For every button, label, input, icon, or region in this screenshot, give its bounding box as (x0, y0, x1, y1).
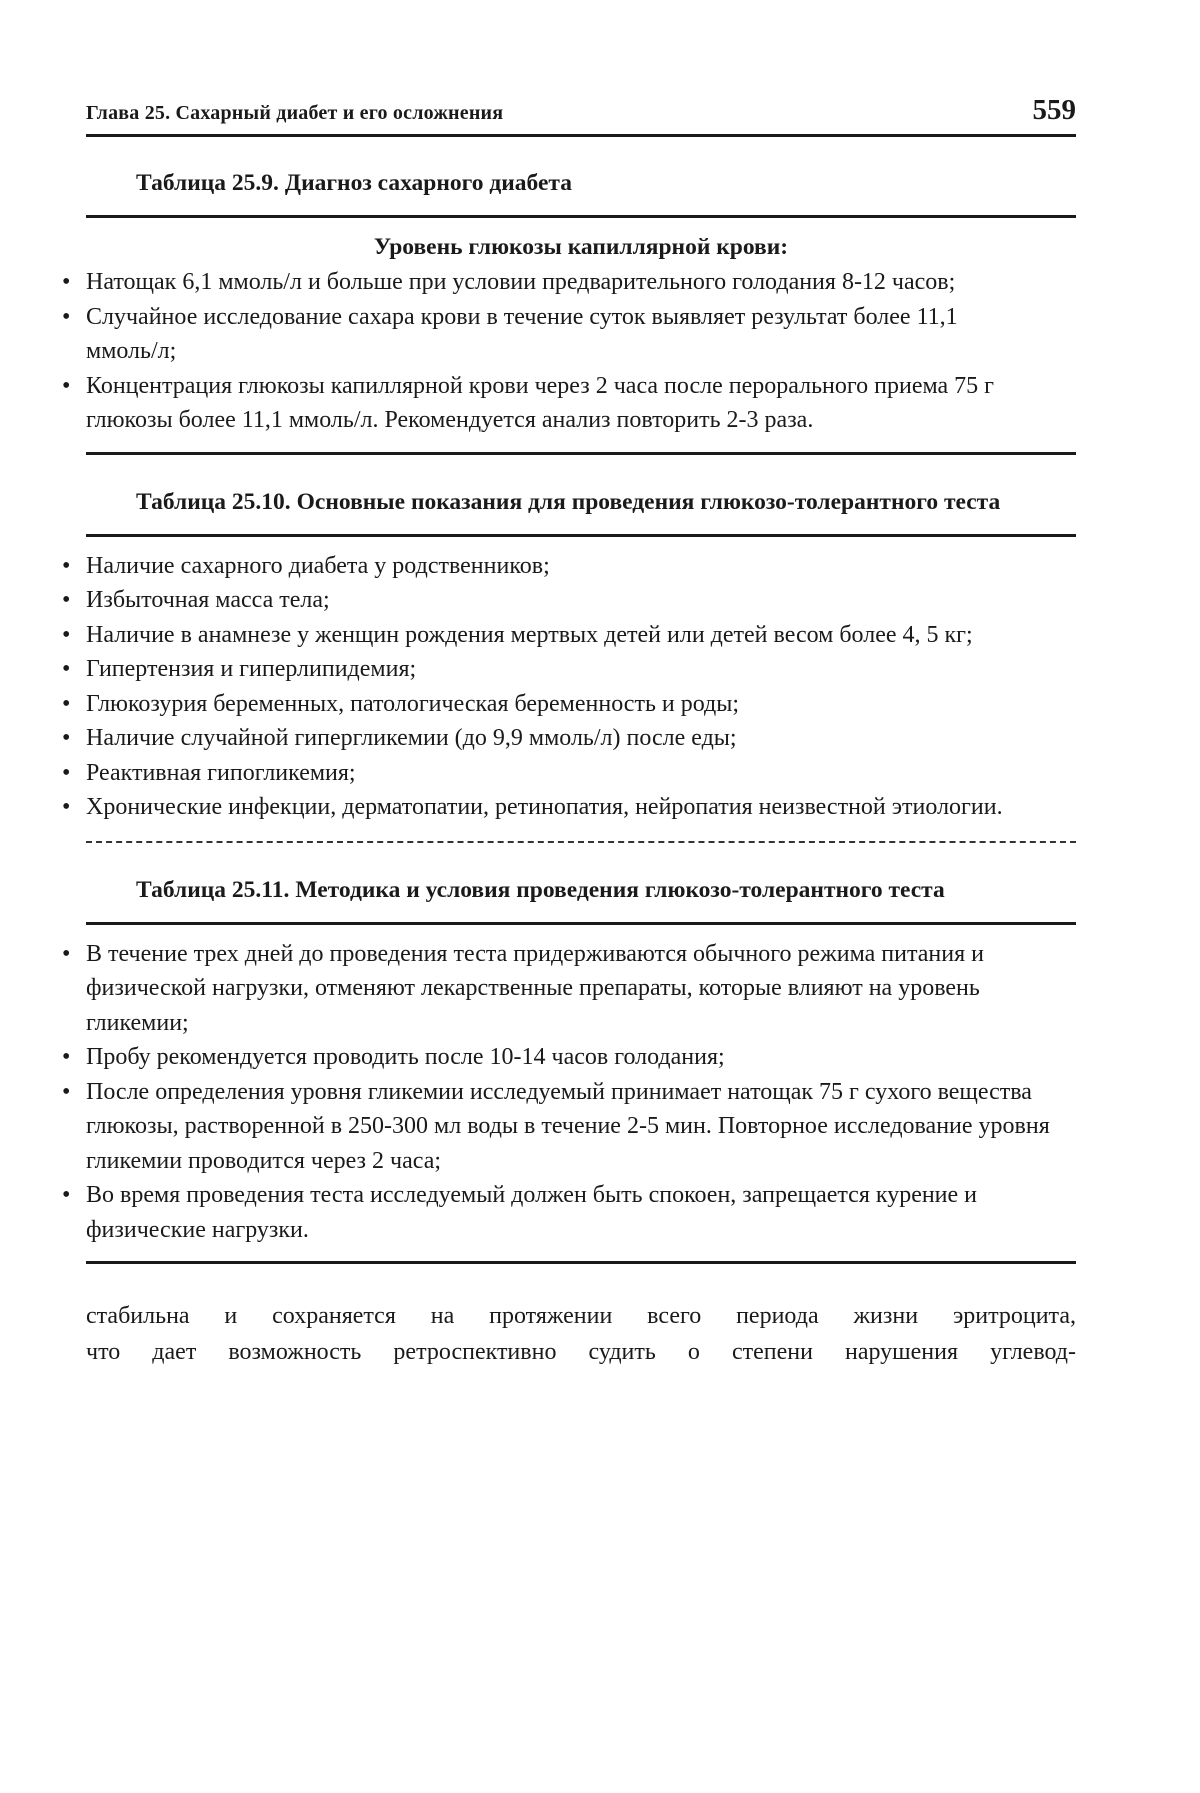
body-text (86, 1298, 1076, 1370)
table-bottom-rule (86, 452, 1076, 455)
table-number: Таблица 25.10. (136, 488, 291, 515)
bullet-list (86, 549, 1076, 825)
table-body (86, 925, 1076, 1248)
chapter-title: Глава 25. Сахарный диабет и его осложнения (86, 102, 504, 124)
bullet-list (86, 937, 1076, 1248)
table-body (86, 218, 1076, 438)
table-title: Методика и условия проведения глюкозо-толерантного теста (295, 876, 945, 903)
table-bottom-rule (86, 841, 1076, 843)
table-subheading: Уровень глюкозы капиллярной крови: (373, 234, 789, 260)
list-item: • Реактивная гипогликемия; (86, 756, 1076, 791)
list-item: • Наличие сахарного диабета у родственников; (86, 549, 1076, 584)
list-item: • Глюкозурия беременных, патологическая беременность и роды; (86, 687, 1076, 722)
list-item: • Наличие случайной гипергликемии (до 9,9 ммоль/л) после еды; (86, 721, 1076, 756)
running-header (86, 92, 1076, 136)
table-caption (136, 873, 1076, 908)
table-number: Таблица 25.9. (136, 170, 279, 196)
list-item: • После определения уровня гликемии исследуемый принимает натощак 75 г сухого вещества глюкозы, растворенной в 250-300 мл воды в течение 2-5 мин. Повторное исследование уровня гликемии проводится через 2 часа; (86, 1075, 1076, 1179)
table-25-10 (86, 485, 1076, 843)
list-item: • Во время проведения теста исследуемый должен быть спокоен, запрещается курение и физические нагрузки. (86, 1178, 1076, 1247)
list-item: • В течение трех дней до проведения теста придерживаются обычного режима питания и физической нагрузки, отменяют лекарственные препараты, которые влияют на уровень гликемии; (86, 937, 1076, 1041)
list-item: • Избыточная масса тела; (86, 583, 1076, 618)
list-item: • Концентрация глюкозы капиллярной крови через 2 часа после перорального приема 75 г глюкозы более 11,1 ммоль/л. Рекомендуется анализ повторить 2-3 раза. (86, 369, 1030, 438)
bullet-list (86, 265, 1030, 438)
table-caption (136, 485, 1076, 520)
list-item: • Случайное исследование сахара крови в течение суток выявляет результат более 11,1 ммоль/л; (86, 300, 1030, 369)
table-caption (136, 166, 1076, 201)
body-text-line: что дает возможность ретроспективно судить о степени нарушения углевод- (86, 1339, 1076, 1365)
body-text-line: стабильна и сохраняется на протяжении всего периода жизни эритроцита, (86, 1303, 1076, 1329)
table-body (86, 537, 1076, 825)
page-number: 559 (1032, 94, 1076, 126)
table-title: Диагноз сахарного диабета (284, 170, 573, 196)
list-item: • Пробу рекомендуется проводить после 10-14 часов голодания; (86, 1040, 1076, 1075)
table-bottom-rule (86, 1261, 1076, 1264)
list-item: • Наличие в анамнезе у женщин рождения мертвых детей или детей весом более 4, 5 кг; (86, 618, 1076, 653)
list-item: • Хронические инфекции, дерматопатии, ретинопатия, нейропатия неизвестной этиологии. (86, 790, 1076, 825)
list-item: • Гипертензия и гиперлипидемия; (86, 652, 1076, 687)
table-number: Таблица 25.11. (136, 876, 290, 903)
header-rule (86, 134, 1076, 137)
table-title: Основные показания для проведения глюкозо-толерантного теста (296, 488, 1001, 515)
list-item: • Натощак 6,1 ммоль/л и больше при условии предварительного голодания 8-12 часов; (86, 265, 1030, 300)
table-25-9 (86, 166, 1076, 455)
book-page (86, 92, 1076, 1370)
table-25-11 (86, 873, 1076, 1265)
